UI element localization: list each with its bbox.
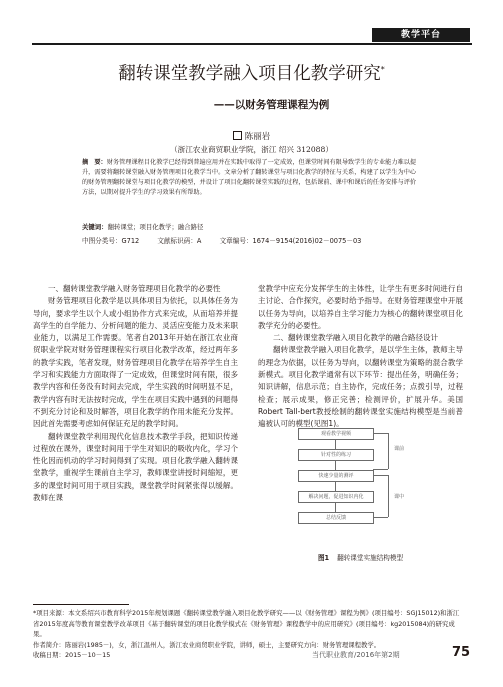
title-footnote-mark: * [380, 65, 385, 75]
journal-footer: 当代职业教育/2016年第2期 [312, 651, 400, 659]
header-rule [32, 43, 472, 45]
figure-box: 解决问题，促进知识内化 [298, 491, 374, 503]
footnote: *项目来源：本文系绍兴市教育科学2015年规划课题《翻转课堂教学融入项目化教学研究——以《财务管理》课程为例》(项目编号：SGJ15012)和浙江省2015年度高等教育课堂教学改革项目《基于翻转课堂的项目化教学模式在《财务管理》课程教学中的应用研究》(项目编号：kg2015084)的研究成果。 [33, 609, 460, 638]
figure-box: 快速少量的测评 [298, 470, 374, 482]
article-title: 翻转课堂教学融入项目化教学研究* [118, 64, 385, 84]
figure-caption-text: 翻转课堂实施结构模型 [337, 554, 404, 562]
author-name: 陈丽岩 [244, 132, 271, 142]
flipped-classroom-figure [276, 425, 446, 545]
keywords-label: 关键词： [82, 223, 108, 231]
figure-side-label: 课中 [394, 494, 405, 500]
author-line [0, 130, 503, 142]
abstract-label: 摘 要： [82, 159, 107, 166]
figure-box: 观看教学视频 [298, 428, 374, 440]
footnotes [33, 608, 465, 661]
abstract-text: 财务管理课程目化教学已经得到普遍应用并在实践中取得了一定成效，但课堂时间有限导致学生的专业能力难以提升，需要将翻转课堂融入财务管理项目化教学当中。文章分析了翻转课堂与项目化教学的特征与关系，构建了以学生为中心的财务管理翻转课堂与项目化教学的模型，并设计了项目化翻转课堂实践的过程，包括课前、课中和课后的任务安排与评价方法，以期对提升学生的学习效果有所帮助。 [82, 159, 417, 196]
footnote-rule [33, 604, 129, 605]
body-left-column [33, 283, 238, 504]
paragraph: 翻转课堂教学利用现代化信息技术教学手段，把知识传递过程放在课外，课堂时间用于学生对知识的吸收内化，学习个性化因而机动的学习时间得到了实现。项目化教学融入翻转课堂教学，重视学生课前自主学习，教师课堂讲授时间缩短，更多的课堂时间可用于项目实践，课堂教学时间紧张得以缓解。教师在课 [33, 431, 238, 503]
section-tag: 教学平台 [372, 28, 470, 42]
keywords-text: 翻转课堂；项目化教学；融合路径 [107, 223, 204, 231]
keywords [82, 222, 422, 231]
article-number: 文章编号：1674－9154(2016)02－0075－03 [219, 237, 362, 245]
page-number: 75 [452, 645, 471, 660]
figure-caption [258, 552, 463, 562]
footnote: 收稿日期：2015－10－15 [33, 651, 111, 659]
figure-side-label: 课前 [394, 446, 405, 452]
paragraph: 二、翻转课堂教学融入项目化教学的融合路径设计 [273, 333, 438, 343]
abstract [82, 158, 420, 198]
figure-number: 图1 [317, 554, 330, 562]
class-number: 中图分类号：G712 [82, 237, 140, 245]
paragraph: 堂教学中应充分发挥学生的主体性，让学生有更多时间进行自主讨论、合作探究，必要时给予指导。在财务管理课堂中开展以任务为导向，以培养自主学习能力为核心的翻转课堂项目化教学充分的必要性。 [258, 284, 463, 330]
article-subtitle: ——以财务管理课程为例 [213, 99, 330, 111]
paragraph: 翻转课堂教学融入项目化教学，是以学生主体，教师主导的理念为依据，以任务为导向，以翻转课堂为策略的混合教学新模式。项目化教学通常有以下环节：提出任务，明确任务；知识讲解，信息示范；自主协作，完成任务；点拨引导，过程检查；展示成果，修正完善；检测评价，扩展升华。美国Robert Tall-bert教授绘制的翻转课堂实施结构模型是当前普遍被认可的模型(见图1)。 [258, 345, 463, 429]
figure-box: 针对性的练习 [298, 449, 374, 461]
author-affiliation: （浙江农业商贸职业学院，浙江 绍兴 312088） [170, 145, 333, 154]
document-code: 文献标识码：A [157, 237, 202, 245]
paragraph: 一、翻转课堂教学融入财务管理项目化教学的必要性 [48, 284, 221, 293]
body-right-column [258, 283, 463, 431]
paragraph: 财务管理项目化教学是以具体项目为依托，以具体任务为导向，要求学生以个人或小组协作方式来完成，从而培养并提高学生的自学能力、分析问题的能力、灵活应变能力及未来职业能力，以满足工作需要。笔者自2013年开始在浙江农业商贸职业学院对财务管理课程实行项目化教学改革，经过两年多的教学实践，笔者发现，财务管理项目化教学在培养学生自主学习和实践能力方面取得了一定成效，但课堂时间有限，很多教学内容和任务没有时间去完成，学生实践的时间明显不足，教学内容有时无法按时完成，学生在项目实践中遇到的问题得不到充分讨论和及时解答，项目化教学的作用未能充分发挥。因此首先需要考虑如何保证充足的教学时间。 [33, 296, 238, 429]
footnote: 作者简介：陈丽岩(1985－)，女，浙江温州人，浙江农业商贸职业学院，讲师，硕士，主要研究方向：财务管理课程教学。 [33, 640, 381, 649]
author-box-icon [233, 131, 242, 140]
classification-row [82, 235, 442, 245]
figure-box: 总结反馈 [298, 512, 374, 524]
